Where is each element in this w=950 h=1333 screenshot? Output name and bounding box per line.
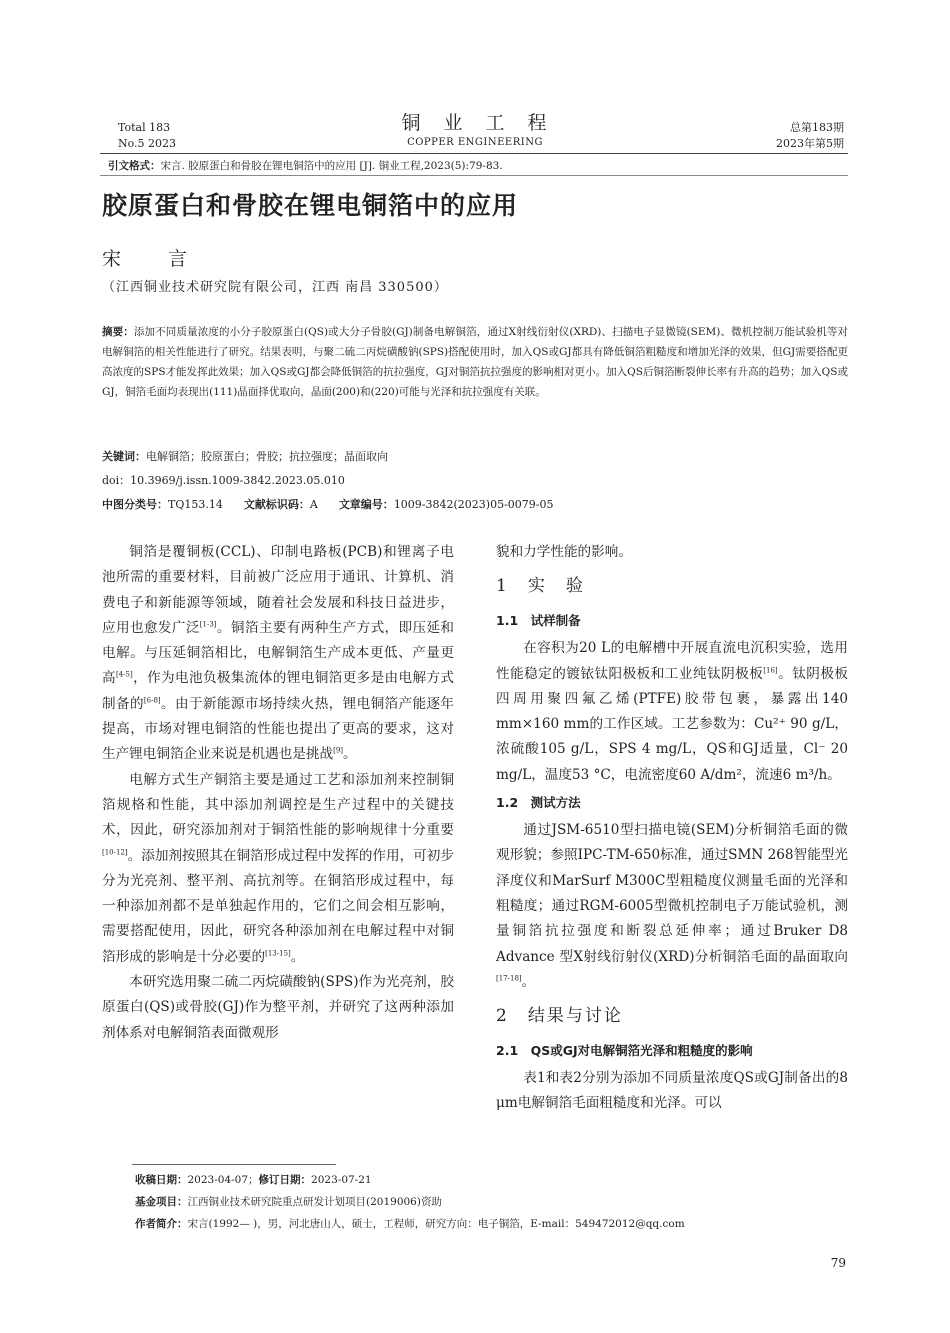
citation-line: 引文格式：宋言. 胶原蛋白和骨胶在锂电铜箔中的应用 [J]. 铜业工程,2023(5):79-83. <box>108 160 503 172</box>
header-rule <box>100 153 848 154</box>
subsection-heading-2-1: 2.1 QS或GJ对电解铜箔光泽和粗糙度的影响 <box>496 1043 753 1059</box>
subsection-heading-1-2: 1.2 测试方法 <box>496 795 581 811</box>
sample-prep-paragraph: 在容积为20 L的电解槽中开展直流电沉积实验，选用性能稳定的镀铱钛阳极板和工业纯钛阴极板[16]。钛阴极板四周用聚四氟乙烯(PTFE)胶带包裹，暴露出140 mm×160 mm的工作区域。工艺参数为：Cu²⁺ 90 g/L，浓硫酸105 g/L，SPS 4 mg/L，QS和GJ适量，Cl⁻ 20 mg/L，温度53 °C，电流密度60 A/dm²，流速6 m³/h。 <box>496 640 849 783</box>
doi: doi：10.3969/j.issn.1009-3842.2023.05.010 <box>102 474 345 487</box>
intro-paragraph-1: 铜箔是覆铜板(CCL)、印制电路板(PCB)和锂离子电池所需的重要材料，目前被广泛应用于通讯、计算机、消费电子和新能源等领域，随着社会发展和科技日益进步，应用也愈发广泛[1-3]。铜箔主要有两种生产方式，即压延和电解。与压延铜箔相比，电解铜箔生产成本更低、产量更高[4-5]，作为电池负极集流体的锂电铜箔更多是由电解方式制备的[6-8]。由于新能源市场持续火热，锂电铜箔产能逐年提高，市场对锂电铜箔的性能也提出了更高的要求，这对生产锂电铜箔企业来说是机遇也是挑战[9]。 <box>102 544 455 763</box>
footnote-fund: 基金项目：江西铜业技术研究院重点研发计划项目(2019006)资助 <box>135 1196 442 1208</box>
header-volume-right: 总第183期 2023年第5期 <box>776 121 844 150</box>
paper-title: 胶原蛋白和骨胶在锂电铜箔中的应用 <box>102 191 519 220</box>
journal-title-en: COPPER ENGINEERING <box>407 137 543 148</box>
continued-text: 貌和力学性能的影响。 <box>496 544 632 560</box>
body-right-column <box>496 540 848 1117</box>
body-left-column <box>102 540 454 1046</box>
subsection-heading-1-1: 1.1 试样制备 <box>496 613 581 629</box>
page-number: 79 <box>830 1256 846 1270</box>
author-affiliation: （江西铜业技术研究院有限公司，江西 南昌 330500） <box>102 280 448 295</box>
footnote-author-bio: 作者简介：宋言(1992— )，男，河北唐山人，硕士，工程师，研究方向：电子铜箔，E-mail：549472012@qq.com <box>135 1218 685 1230</box>
classification-line: 中图分类号：TQ153.14 文献标识码：A 文章编号：1009-3842(2023)05-0079-05 <box>102 498 554 511</box>
results-paragraph: 表1和表2分别为添加不同质量浓度QS或GJ制备出的8 μm电解铜箔毛面粗糙度和光泽。可以 <box>496 1070 848 1112</box>
section-heading-2: 2 结果与讨论 <box>496 1006 623 1027</box>
footnote-dates: 收稿日期：2023-04-07；修订日期：2023-07-21 <box>135 1174 372 1186</box>
test-method-paragraph: 通过JSM-6510型扫描电镜(SEM)分析铜箔毛面的微观形貌；参照IPC-TM-650标准，通过SMN 268智能型光泽度仪和MarSurf M300C型粗糙度仪测量毛面的光泽和粗糙度；通过RGM-6005型微机控制电子万能试验机，测量铜箔抗拉强度和断裂总延伸率；通过Bruker D8 Advance 型X射线衍射仪(XRD)分析铜箔毛面的晶面取向[17-18]。 <box>496 822 848 990</box>
citation-rule <box>100 175 848 176</box>
intro-paragraph-2: 电解方式生产铜箔主要是通过工艺和添加剂来控制铜箔规格和性能，其中添加剂调控是生产过程中的关键技术，因此，研究添加剂对于铜箔性能的影响规律十分重要[10-12]。添加剂按照其在铜箔形成过程中发挥的作用，可初步分为光亮剂、整平剂、高抗剂等。在铜箔形成过程中，每一种添加剂都不是单独起作用的，它们之间会相互影响，需要搭配使用，因此，研究各种添加剂在电解过程中对铜箔形成的影响是十分必要的[13-15]。 <box>102 771 454 965</box>
header-volume-left: Total 183 No.5 2023 <box>118 121 177 150</box>
journal-title-cn: 铜 业 工 程 <box>401 112 549 134</box>
intro-paragraph-3: 本研究选用聚二硫二丙烷磺酸钠(SPS)作为光亮剂，胶原蛋白(QS)或骨胶(GJ)作为整平剂，并研究了这两种添加剂体系对电解铜箔表面微观形 <box>102 974 454 1041</box>
section-heading-1: 1 实 验 <box>496 576 585 597</box>
abstract: 摘要：添加不同质量浓度的小分子胶原蛋白(QS)或大分子骨胶(GJ)制备电解铜箔，通过X射线衍射仪(XRD)、扫描电子显微镜(SEM)、微机控制万能试验机等对电解铜箔的相关性能进行了研究。结果表明，与聚二硫二丙烷磺酸钠(SPS)搭配使用时，加入QS或GJ都具有降低铜箔粗糙度和增加光泽的效果，但GJ需要搭配更高浓度的SPS才能发挥此效果；加入QS或GJ都会降低铜箔的抗拉强度，GJ对铜箔抗拉强度的影响相对更小。加入QS后铜箔断裂伸长率有升高的趋势；加入QS或GJ，铜箔毛面均表现出(111)晶面择优取向，晶面(200)和(220)可能与光泽和抗拉强度有关联。 <box>102 326 848 398</box>
keywords: 关键词：电解铜箔；胶原蛋白；骨胶；抗拉强度；晶面取向 <box>102 450 388 463</box>
author-name: 宋 言 <box>102 248 202 270</box>
footnote-rule <box>132 1164 336 1165</box>
